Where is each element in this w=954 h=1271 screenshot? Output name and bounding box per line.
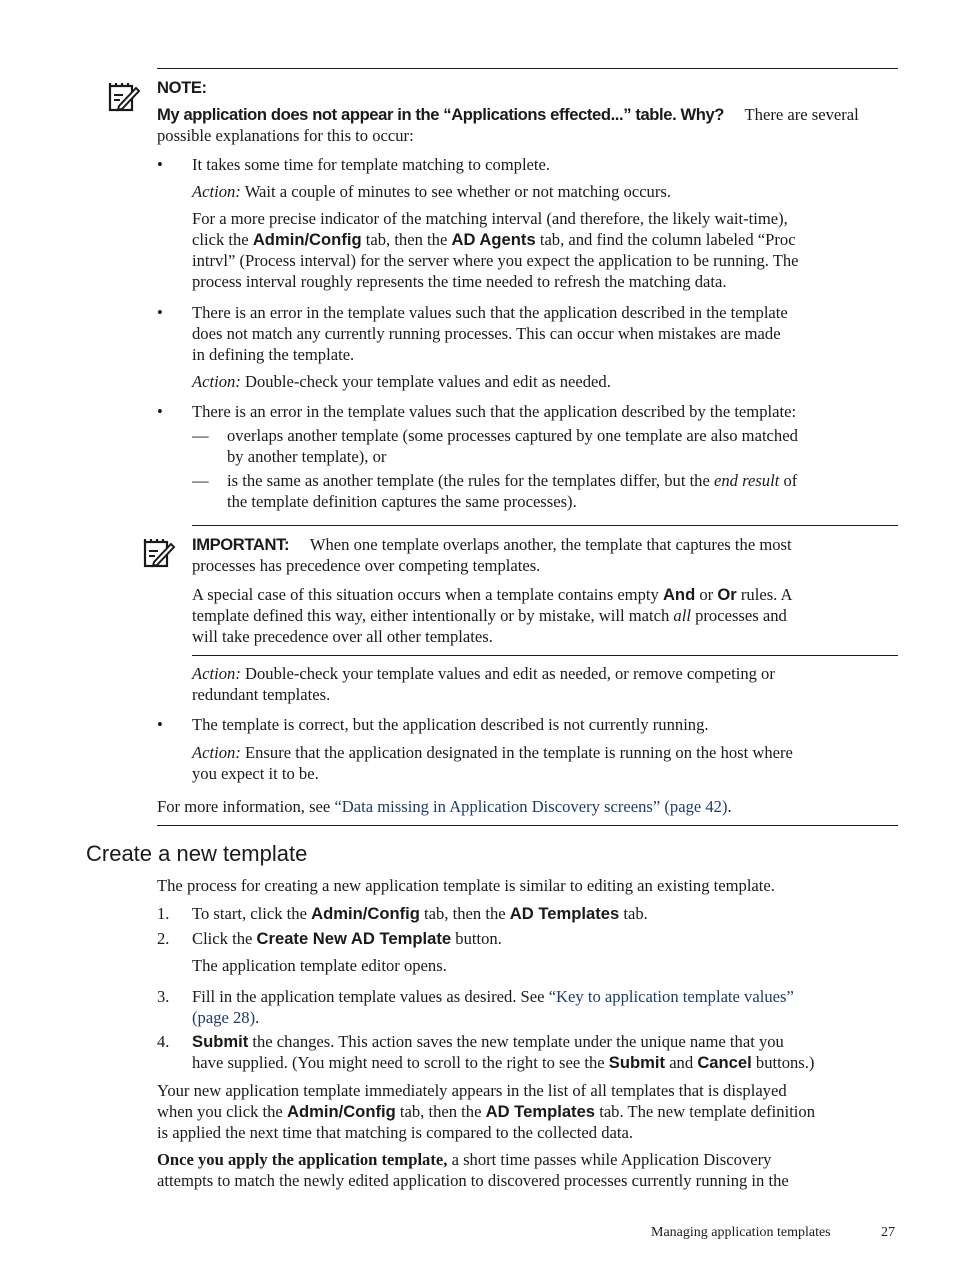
section-title: Create a new template — [86, 841, 308, 866]
note-question: My application does not appear in the “Applications effected...” table. Why? — [157, 105, 725, 124]
more-info: For more information, see “Data missing in Application Discovery screens” (page 42). — [157, 797, 732, 816]
ad-templates-term: AD Templates — [485, 1102, 596, 1121]
dash2-text: is the same as another template (the rules for the templates differ, but the end result of the template definition captures the same processes). — [227, 471, 798, 511]
dash1-text: overlaps another template (some processes captured by one template are also matched by another template), or — [227, 426, 798, 466]
bullet4-action: Action: Ensure that the application designated in the template is running on the host where you expect it to be. — [192, 743, 793, 783]
page-28-link[interactable]: (page 28) — [192, 1008, 256, 1027]
action-text: Double-check your template values and edit as needed. — [245, 372, 611, 391]
note-label: NOTE: — [157, 78, 207, 97]
and-term: And — [662, 585, 696, 604]
note-intro — [157, 104, 898, 125]
bullet2-text: There is an error in the template values such that the application described in the template does not match any currently running processes. This can occur when mistakes are made in defining the template. — [192, 303, 788, 364]
action-label: Action: — [192, 664, 241, 683]
para-line: click the Admin/Config tab, then the AD Agents tab, and find the column labeled “Proc — [192, 230, 796, 249]
page-number: 27 — [881, 1225, 895, 1240]
bullet3-text: There is an error in the template values such that the application described by the template: — [192, 402, 797, 421]
step-number: 1. — [157, 904, 170, 923]
para-line: For a more precise indicator of the matching interval (and therefore, the likely wait-time), — [192, 209, 788, 228]
action-label: Action: — [192, 743, 241, 762]
create-template-term: Create New AD Template — [256, 929, 452, 948]
important-bottom-rule — [192, 655, 898, 656]
note-intro-line2: possible explanations for this to occur: — [157, 126, 414, 145]
step-number: 2. — [157, 929, 170, 948]
note-intro-tail: There are several — [744, 105, 859, 124]
action-text: Wait a couple of minutes to see whether or not matching occurs. — [244, 182, 671, 201]
note-pencil-icon — [107, 80, 141, 114]
important-pencil-icon — [142, 536, 176, 570]
bullet-marker: • — [157, 715, 163, 734]
ad-templates-term: AD Templates — [509, 904, 620, 923]
para2-bold-lead: Once you apply the application template, — [157, 1150, 448, 1169]
bullet4-text: The template is correct, but the application described is not currently running. — [192, 715, 709, 734]
cancel-term: Cancel — [697, 1053, 752, 1072]
step3-text: Fill in the application template values as desired. See “Key to application template values” (page 28). — [192, 987, 794, 1027]
dash-marker: — — [192, 471, 209, 490]
step2-text: Click the Create New AD Template button. — [192, 929, 502, 948]
bullet-marker: • — [157, 303, 163, 322]
important-para2: A special case of this situation occurs when a template contains empty And or Or rules. A template defined this way, either intentionally or by mistake, will match all processes and will take precedence over all other templates. — [192, 585, 793, 646]
step4-text: Submit the changes. This action saves the new template under the unique name that you have supplied. (You might need to scroll to the right to see the Submit and Cancel buttons.) — [192, 1032, 815, 1072]
step1-text: To start, click the Admin/Config tab, then the AD Templates tab. — [192, 904, 648, 923]
action-label: Action: — [192, 372, 241, 391]
action-label: Action: — [192, 182, 241, 201]
section-para2: Once you apply the application template, a short time passes while Application Discovery attempts to match the newly edited application to discovered processes currently running in the — [157, 1150, 789, 1190]
step2-sub: The application template editor opens. — [192, 956, 447, 975]
bullet1-text: It takes some time for template matching to complete. — [192, 155, 551, 174]
bullet2-action — [192, 371, 898, 392]
submit-term: Submit — [192, 1032, 249, 1051]
dash-marker: — — [192, 426, 209, 445]
submit-term: Submit — [608, 1053, 666, 1072]
bullet1-para — [192, 208, 898, 292]
note-bottom-rule — [157, 825, 898, 826]
data-missing-link[interactable]: “Data missing in Application Discovery screens” (page 42) — [334, 797, 728, 816]
footer-title: Managing application templates — [651, 1225, 831, 1240]
admin-config-term: Admin/Config — [252, 230, 362, 249]
para-line: process interval roughly represents the time needed to refresh the matching data. — [192, 272, 727, 291]
or-term: Or — [717, 585, 737, 604]
step-number: 4. — [157, 1032, 170, 1051]
important-label: IMPORTANT: — [192, 535, 290, 554]
admin-config-term: Admin/Config — [311, 904, 420, 923]
bullet1-action — [192, 181, 898, 202]
step-number: 3. — [157, 987, 170, 1006]
admin-config-term: Admin/Config — [286, 1102, 396, 1121]
important-action: Action: Double-check your template values and edit as needed, or remove competing or redundant templates. — [192, 664, 775, 704]
important-top-rule — [192, 525, 898, 526]
bullet-marker: • — [157, 402, 163, 421]
section-intro: The process for creating a new application template is similar to editing an existing template. — [157, 876, 775, 895]
key-to-values-link[interactable]: “Key to application template values” — [548, 987, 794, 1006]
section-para1: Your new application template immediately appears in the list of all templates that is displayed when you click the Admin/Config tab, then the AD Templates tab. The new template definition is applied the next time that matching is compared to the collected data. — [157, 1081, 816, 1142]
para-line: intrvl” (Process interval) for the server where you expect the application to be running. The — [192, 251, 799, 270]
note-top-rule — [157, 68, 898, 69]
bullet-marker: • — [157, 155, 163, 174]
important-text: IMPORTANT: When one template overlaps another, the template that captures the most processes has precedence over competing templates. — [192, 535, 792, 575]
ad-agents-term: AD Agents — [451, 230, 536, 249]
